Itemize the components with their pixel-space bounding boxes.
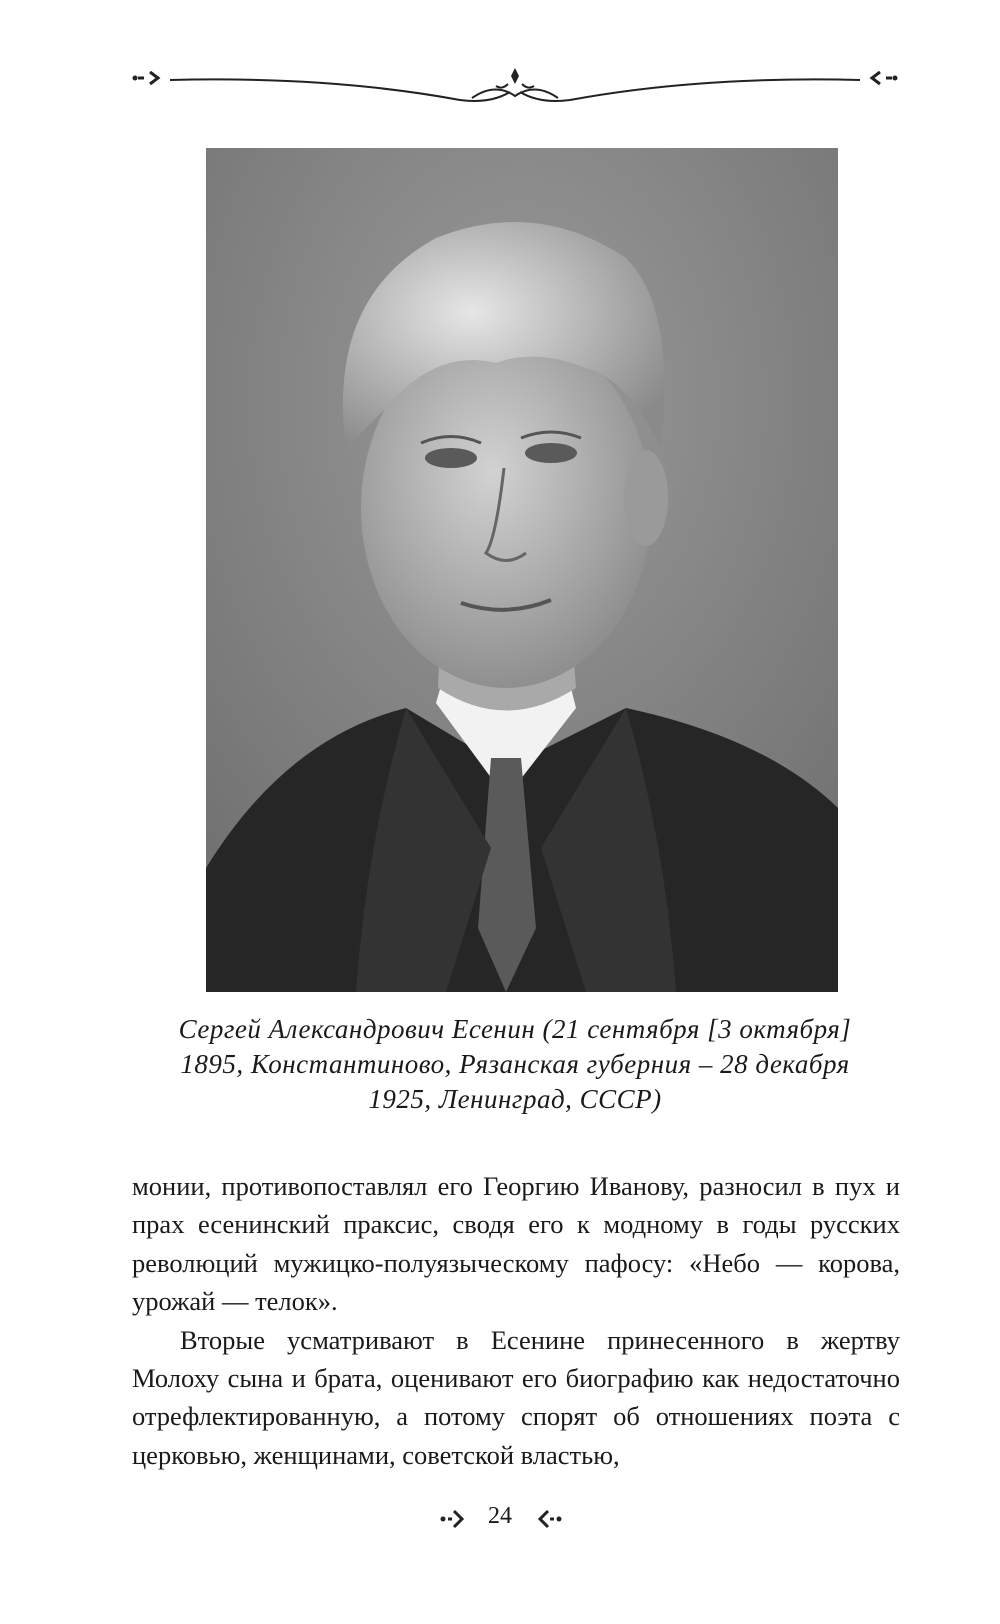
top-ornament-divider xyxy=(130,58,900,118)
photo-caption xyxy=(130,1012,900,1117)
page-footer xyxy=(0,1500,1000,1540)
body-text xyxy=(132,1167,900,1474)
footer-ornament-right-icon xyxy=(536,1504,562,1534)
paragraph: Вторые усматривают в Есенине принесенного в жертву Молоху сына и брата, оценивают его биографию как недостаточно отрефлектированную, а потому спорят об отношениях поэта с церковью, женщинами, советской властью, xyxy=(132,1324,900,1470)
caption-line: 1925, Ленинград, СССР) xyxy=(368,1084,662,1114)
portrait-photo xyxy=(206,148,838,992)
paragraph: монии, противопоставлял его Георгию Иванову, разносил в пух и прах есенинский праксис, сводя его к модному в годы русских революций мужицко-полуязыческому пафосу: «Небо — корова, урожай — телок». xyxy=(132,1171,900,1317)
caption-line: 1895, Константиново, Рязанская губерния – 28 декабря xyxy=(180,1049,850,1079)
caption-line: Сергей Александрович Есенин (21 сентября [3 октября] xyxy=(178,1014,852,1044)
page-number: 24 xyxy=(488,1503,512,1529)
